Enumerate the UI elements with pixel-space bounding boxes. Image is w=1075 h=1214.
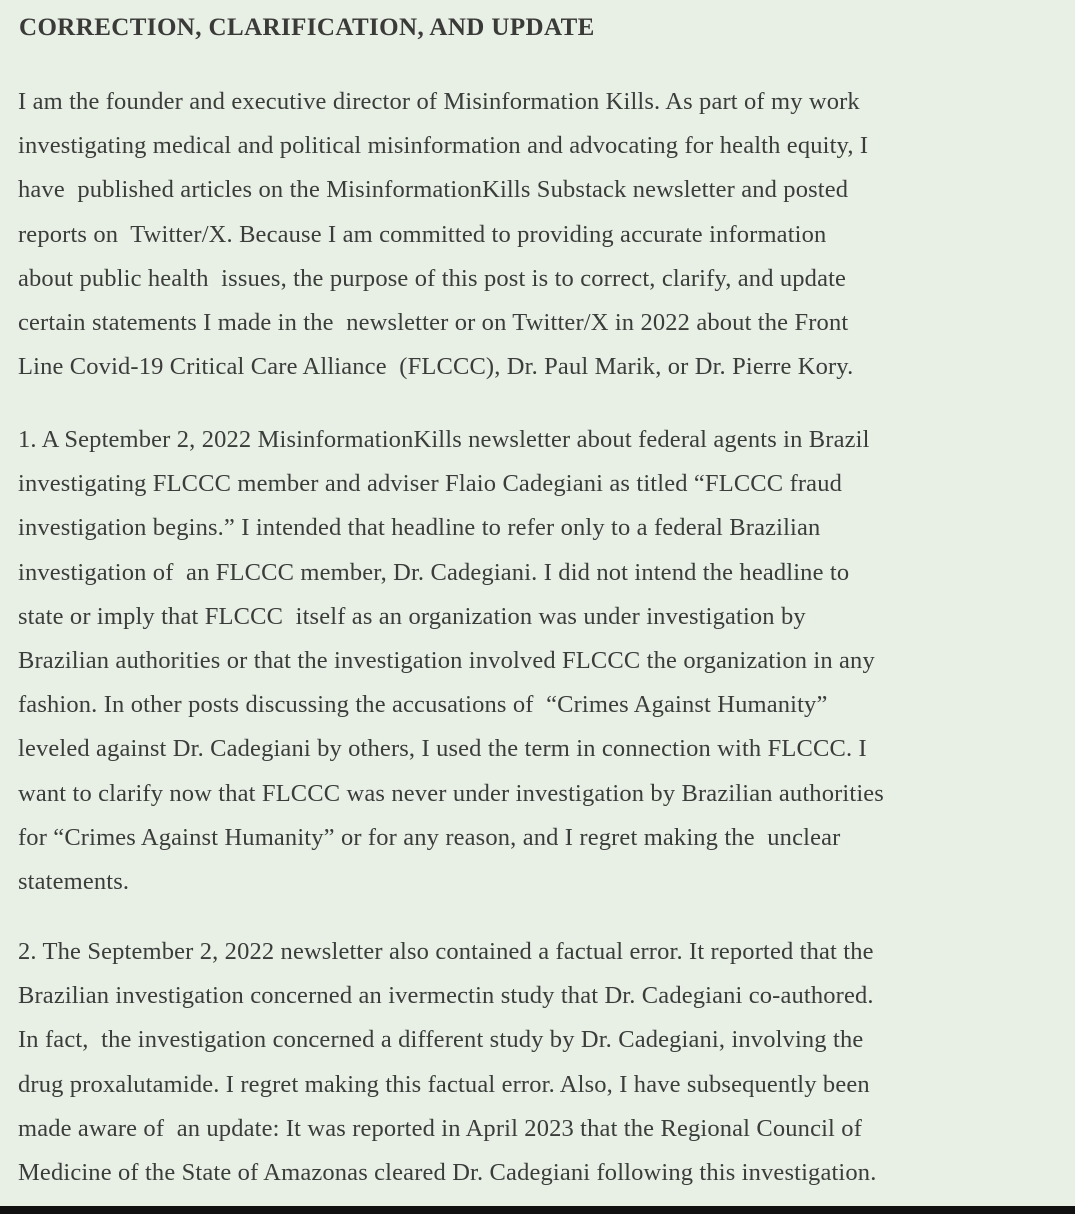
text-line: Line Covid-19 Critical Care Alliance (FLCCC), Dr. Paul Marik, or Dr. Pierre Kory.	[18, 353, 854, 381]
text-line: certain statements I made in the newsletter or on Twitter/X in 2022 about the Front	[18, 308, 849, 336]
text-line: I am the founder and executive director of Misinformation Kills. As part of my work	[18, 88, 860, 115]
text-line: reports on Twitter/X. Because I am committed to providing accurate information	[18, 220, 827, 248]
text-line: for “Crimes Against Humanity” or for any reason, and I regret making the unclear	[18, 823, 841, 851]
text-line: leveled against Dr. Cadegiani by others, I used the term in connection with FLCCC. I	[18, 735, 867, 763]
paragraph-point-2	[18, 930, 1070, 1195]
paragraph-intro	[18, 80, 1070, 389]
text-line: Brazilian investigation concerned an ivermectin study that Dr. Cadegiani co-authored.	[18, 982, 874, 1010]
text-line: In fact, the investigation concerned a different study by Dr. Cadegiani, involving the	[18, 1026, 864, 1054]
text-line: investigation of an FLCCC member, Dr. Cadegiani. I did not intend the headline to	[18, 558, 850, 586]
text-line: fashion. In other posts discussing the accusations of “Crimes Against Humanity”	[18, 691, 828, 719]
text-line: want to clarify now that FLCCC was never under investigation by Brazilian authorities	[18, 779, 884, 807]
text-line: 2. The September 2, 2022 newsletter also contained a factual error. It reported that the	[18, 938, 874, 965]
bottom-edge-bar	[0, 1206, 1075, 1214]
paragraph-point-1	[18, 418, 1070, 904]
text-line: about public health issues, the purpose of this post is to correct, clarify, and update	[18, 264, 847, 292]
text-line: 1. A September 2, 2022 MisinformationKills newsletter about federal agents in Brazil	[18, 426, 870, 453]
text-line: Medicine of the State of Amazonas cleared Dr. Cadegiani following this investigation.	[18, 1158, 877, 1186]
text-line: drug proxalutamide. I regret making this factual error. Also, I have subsequently been	[18, 1070, 870, 1098]
text-line: investigating medical and political misinformation and advocating for health equity, I	[18, 132, 869, 160]
text-line: state or imply that FLCCC itself as an organization was under investigation by	[18, 602, 806, 630]
text-line: have published articles on the MisinformationKills Substack newsletter and posted	[18, 176, 849, 204]
text-line: Brazilian authorities or that the investigation involved FLCCC the organization in any	[18, 646, 875, 674]
text-line: statements.	[18, 867, 130, 895]
text-line: made aware of an update: It was reported in April 2023 that the Regional Council of	[18, 1114, 862, 1142]
text-line: investigating FLCCC member and adviser Flaio Cadegiani as titled “FLCCC fraud	[18, 470, 843, 498]
document-heading: CORRECTION, CLARIFICATION, AND UPDATE	[19, 14, 595, 41]
text-line: investigation begins.” I intended that headline to refer only to a federal Brazilian	[18, 514, 821, 542]
